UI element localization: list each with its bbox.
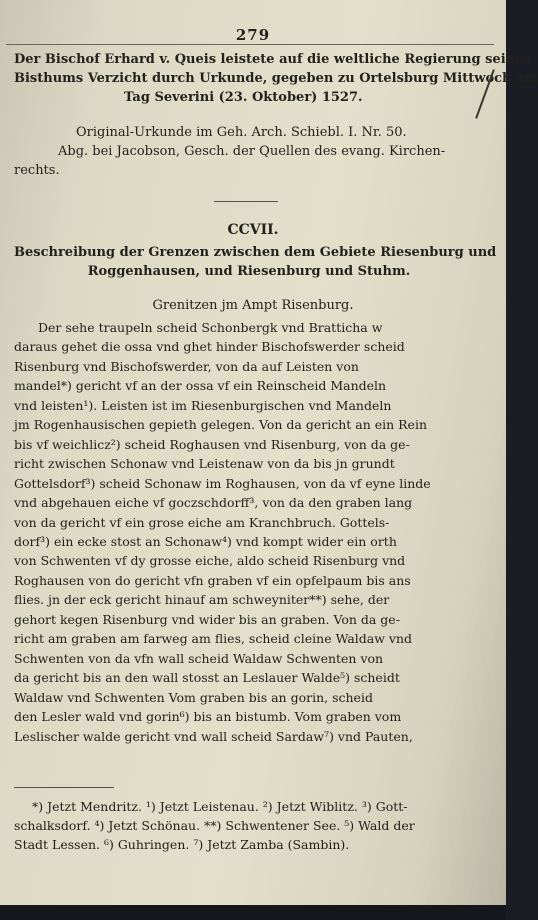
section-title: Grenitzen jm Ampt Risenburg. (152, 298, 354, 313)
body-line: Der sehe traupeln scheid Schonbergk vnd Bratticha w (38, 320, 383, 335)
source-note-line: Original-Urkunde im Geh. Arch. Schiebl. I. Nr. 50. (76, 125, 407, 140)
body-line: mandel*) gericht vf an der ossa vf ein Reinscheid Mandeln (14, 378, 387, 394)
source-note-line: rechts. (14, 163, 60, 178)
body-line: bis vf weichlicz²) scheid Roghausen vnd Risenburg, von da ge- (14, 436, 410, 452)
page-number: 279 (235, 26, 271, 44)
source-note (14, 123, 484, 180)
footnote-line: *) Jetzt Mendritz. ¹) Jetzt Leistenau. ²) Jetzt Wiblitz. ³) Gott- (32, 799, 408, 814)
document-number: CCVII. (227, 222, 279, 238)
source-note-line: Abg. bei Jacobson, Gesch. der Quellen des evang. Kirchen- (58, 144, 446, 159)
body-text (14, 318, 484, 746)
body-line: Leslischer walde gericht vnd wall scheid Sardaw⁷) vnd Pauten, (14, 728, 413, 744)
body-line: von da gericht vf ein grose eiche am Kranchbruch. Gottels- (14, 514, 390, 530)
header-rule (6, 44, 494, 45)
body-line: vnd leisten¹). Leisten ist im Riesenburgischen vnd Mandeln (14, 397, 392, 413)
footnote-line: Stadt Lessen. ⁶) Guhringen. ⁷) Jetzt Zamba (Sambin). (14, 837, 350, 852)
body-line: vnd abgehauen eiche vf goczschdorff³, von da den graben lang (14, 495, 413, 511)
body-line: Roghausen von do gericht vfn graben vf ein opfelpaum bis ans (14, 572, 411, 588)
body-line: flies. jn der eck gericht hinauf am schweyniter**) sehe, der (14, 592, 390, 608)
body-line: gehort kegen Risenburg vnd wider bis an graben. Von da ge- (14, 611, 400, 627)
heading-line: Roggenhausen, und Riesenburg und Stuhm. (87, 264, 411, 279)
section-divider (214, 201, 278, 202)
heading-line: Bisthums Verzicht durch Urkunde, gegeben zu Ortelsburg Mittwoch am (14, 71, 538, 86)
scan-background (0, 905, 506, 920)
footnote-line: schalksdorf. ⁴) Jetzt Schönau. **) Schwentener See. ⁵) Wald der (14, 818, 415, 833)
body-line: Waldaw vnd Schwenten Vom graben bis an gorin, scheid (14, 689, 373, 705)
body-line: richt am graben am farweg am flies, scheid cleine Waldaw vnd (14, 631, 413, 647)
footnotes (14, 797, 484, 854)
body-line: von Schwenten vf dy grosse eiche, aldo scheid Risenburg vnd (14, 553, 406, 569)
body-line: Schwenten von da vfn wall scheid Waldaw Schwenten von (14, 650, 384, 666)
heading-line: Beschreibung der Grenzen zwischen dem Gebiete Riesenburg und (14, 245, 497, 260)
body-line: dorf³) ein ecke stost an Schonaw⁴) vnd kompt wider ein orth (14, 533, 397, 549)
document-heading-ccvi (14, 50, 538, 107)
heading-line: Tag Severini (23. Oktober) 1527. (124, 90, 363, 105)
body-line: den Lesler wald vnd gorin⁶) bis an bistumb. Vom graben vom (14, 709, 402, 725)
document-heading-ccvii (14, 243, 497, 281)
body-line: richt zwischen Schonaw vnd Leistenaw von da bis jn grundt (14, 456, 395, 472)
body-line: da gericht bis an den wall stosst an Leslauer Walde⁵) scheidt (14, 670, 400, 686)
heading-line: Der Bischof Erhard v. Queis leistete auf die weltliche Regierung seines (14, 52, 531, 67)
body-line: Gottelsdorf³) scheid Schonaw im Roghausen, von da vf eyne linde (14, 475, 431, 491)
body-line: daraus gehet die ossa vnd ghet hinder Bischofswerder scheid (14, 339, 405, 355)
footnote-rule (14, 787, 114, 788)
body-line: Risenburg vnd Bischofswerder, von da auf Leisten von (14, 358, 359, 374)
body-line: jm Rogenhausischen gepieth gelegen. Von da gericht an ein Rein (14, 417, 428, 433)
